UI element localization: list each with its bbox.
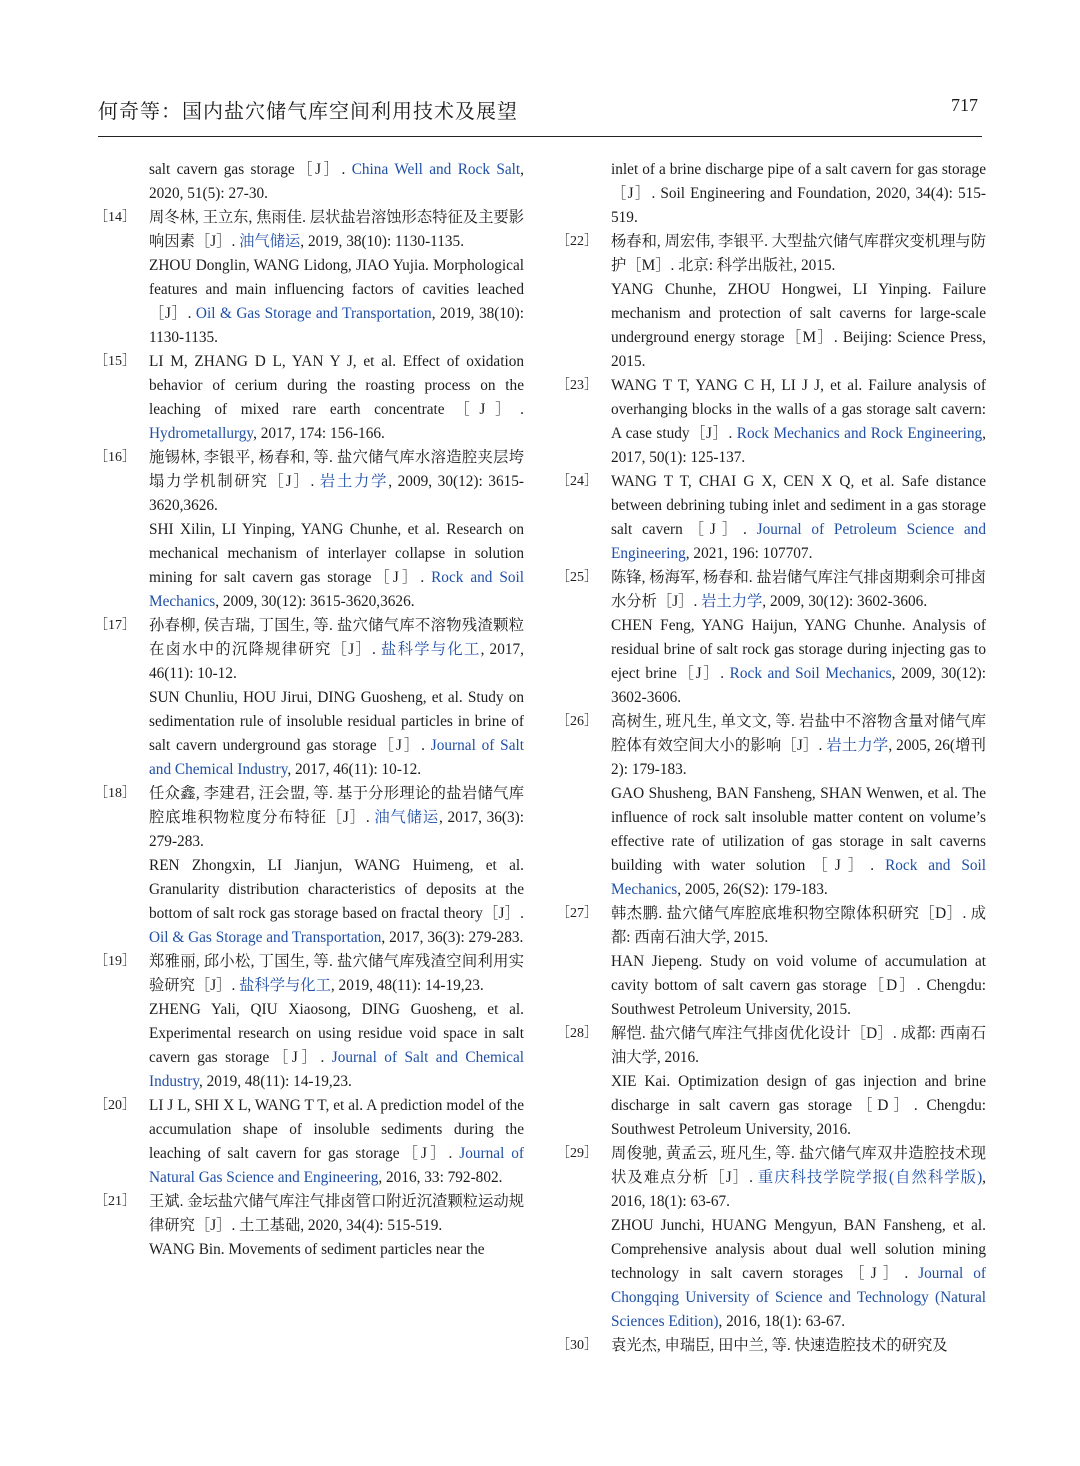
running-header (98, 93, 982, 131)
reference-part (611, 1334, 986, 1358)
citation-text: 郑雅丽, 邱小松, 丁国生, 等. 盐穴储气库残渣空间利用实验研究［J］. (149, 953, 524, 994)
citation-tail: , 2009, 30(12): 3602-3606. (611, 665, 986, 706)
reference-number: ［28］ (556, 1026, 598, 1041)
citation-tail: , 2019, 48(11): 14-19,23. (330, 977, 484, 994)
citation-text: 韩杰鹏. 盐穴储气库腔底堆积物空隙体积研究［D］. 成都: 西南石油大学, 2015. (611, 905, 986, 946)
citation-text: SUN Chunliu, HOU Jirui, DING Guosheng, et al. Study on sedimentation rule of insoluble residual particles in brine of salt cavern underground gas storage［J］. (149, 689, 524, 754)
reference-number: ［14］ (94, 210, 136, 225)
reference-number: ［25］ (556, 570, 598, 585)
citation-tail: , 2009, 30(12): 3602-3606. (762, 593, 928, 610)
reference-number: ［29］ (556, 1146, 598, 1161)
journal-link[interactable]: Rock Mechanics and Rock Engineering (736, 425, 983, 442)
citation-text: 王斌. 金坛盐穴储气库注气排卤管口附近沉渣颗粒运动规律研究［J］. 土工基础, 2020, 34(4): 515-519. (149, 1193, 524, 1234)
citation-text: WANG T T, YANG C H, LI J J, et al. Failure analysis of overhanging blocks in the walls of a gas storage salt cavern: A case study［J］. (611, 377, 986, 442)
citation-tail: , 2009, 30(12): 3615-3620,3626. (149, 473, 524, 514)
citation-text: YANG Chunhe, ZHOU Hongwei, LI Yinping. Failure mechanism and protection of salt caverns for large-scale underground energy storage［M］. Beijing: Science Press, 2015. (611, 281, 986, 370)
reference-body (149, 206, 524, 350)
reference-part (149, 254, 524, 350)
reference-entry (556, 1022, 986, 1142)
reference-number: ［19］ (94, 954, 136, 969)
reference-number: ［16］ (94, 450, 136, 465)
reference-part (611, 1214, 986, 1334)
citation-tail: , 2017, 174: 156-166. (253, 425, 385, 442)
header-rule (98, 136, 982, 137)
journal-link[interactable]: Journal of Petroleum Science and Engineering (611, 521, 986, 562)
reference-part (611, 902, 986, 950)
citation-text: 高树生, 班凡生, 单文文, 等. 岩盐中不溶物含量对储气库腔体有效空间大小的影响［J］. (611, 713, 986, 754)
reference-part (611, 782, 986, 902)
reference-part (149, 854, 524, 950)
journal-link[interactable]: Oil & Gas Storage and Transportation (149, 929, 382, 946)
right-column (556, 158, 986, 1358)
journal-link[interactable]: 重庆科技学院学报(自然科学版) (757, 1169, 983, 1186)
reference-body (611, 1142, 986, 1334)
reference-body (149, 950, 524, 1094)
citation-tail: , 2009, 30(12): 3615-3620,3626. (215, 593, 415, 610)
citation-tail: , 2005, 26(增刊2): 179-183. (611, 737, 986, 778)
reference-entry (556, 710, 986, 902)
reference-part (149, 782, 524, 854)
reference-part (149, 686, 524, 782)
reference-number: ［27］ (556, 906, 598, 921)
reference-entry (94, 782, 524, 950)
running-title: 何奇等：国内盐穴储气库空间利用技术及展望 (98, 101, 518, 123)
citation-tail: , 2019, 48(11): 14-19,23. (199, 1073, 352, 1090)
citation-text: ZHOU Junchi, HUANG Mengyun, BAN Fansheng, et al. Comprehensive analysis about dual well solution mining technology in salt cavern storages［J］. (611, 1217, 986, 1282)
citation-text: LI J L, SHI X L, WANG T T, et al. A prediction model of the accumulation shape of insoluble sediments during the leaching of salt cavern for gas storage［J］. (149, 1097, 524, 1162)
citation-tail: , 2020, 51(5): 27-30. (149, 161, 524, 202)
citation-text: 任众鑫, 李建君, 汪会盟, 等. 基于分形理论的盐岩储气库腔底堆积物粒度分布特征［J］. (149, 785, 524, 826)
reference-entry (94, 1190, 524, 1262)
reference-continuation (94, 158, 524, 206)
citation-tail: , 2017, 36(3): 279-283. (381, 929, 524, 946)
reference-part (611, 1022, 986, 1070)
reference-part (149, 518, 524, 614)
reference-body (149, 614, 524, 782)
citation-text: 杨春和, 周宏伟, 李银平. 大型盐穴储气库群灾变机理与防护［M］. 北京: 科学出版社, 2015. (611, 233, 986, 274)
reference-body (611, 902, 986, 1022)
reference-body (149, 782, 524, 950)
journal-link[interactable]: Rock and Soil Mechanics (611, 857, 986, 898)
citation-text: 解恺. 盐穴储气库注气排卤优化设计［D］. 成都: 西南石油大学, 2016. (611, 1025, 986, 1066)
reference-part (611, 1142, 986, 1214)
reference-continuation (556, 158, 986, 230)
citation-tail: , 2019, 38(10): 1130-1135. (149, 305, 524, 346)
journal-link[interactable]: Journal of Chongqing University of Science and Technology (Natural Sciences Edition) (611, 1265, 986, 1330)
page-number: 717 (951, 95, 978, 115)
citation-text: WANG Bin. Movements of sediment particles near the (149, 1241, 485, 1258)
reference-number: ［22］ (556, 234, 598, 249)
reference-part (149, 1190, 524, 1238)
reference-part (149, 998, 524, 1094)
citation-tail: , 2021, 196: 107707. (685, 545, 813, 562)
reference-entry (94, 350, 524, 446)
reference-entry (556, 902, 986, 1022)
citation-text: LI M, ZHANG D L, YAN Y J, et al. Effect of oxidation behavior of cerium during the roasting process on the leaching of mixed rare earth concentrate［J］. (149, 353, 524, 418)
reference-part (611, 374, 986, 470)
reference-entry (556, 230, 986, 374)
reference-part (611, 566, 986, 614)
reference-part (149, 1094, 524, 1190)
reference-part (611, 1070, 986, 1142)
citation-text: 周冬林, 王立东, 焦雨佳. 层状盐岩溶蚀形态特征及主要影响因素［J］. (149, 209, 524, 250)
citation-text: GAO Shusheng, BAN Fansheng, SHAN Wenwen, et al. The influence of rock salt insoluble matter content on volume’s effective rate of utilization of gas storage in salt caverns building with water solution［J］. (611, 785, 986, 874)
citation-text: salt cavern gas storage［J］. (149, 161, 352, 178)
citation-text: HAN Jiepeng. Study on void volume of accumulation at cavity bottom of salt cavern gas storage［D］. Chengdu: Southwest Petroleum University, 2015. (611, 953, 986, 1018)
journal-link[interactable]: Oil & Gas Storage and Transportation (195, 305, 432, 322)
reference-entry (94, 950, 524, 1094)
reference-number: ［17］ (94, 618, 136, 633)
reference-entry (556, 566, 986, 710)
citation-text: XIE Kai. Optimization design of gas injection and brine discharge in salt cavern gas storage［D］. Chengdu: Southwest Petroleum University, 2016. (611, 1073, 986, 1138)
reference-part (149, 614, 524, 686)
reference-body (611, 566, 986, 710)
citation-text: 袁光杰, 申瑞臣, 田中兰, 等. 快速造腔技术的研究及 (611, 1337, 948, 1354)
reference-number: ［20］ (94, 1098, 136, 1113)
reference-part (611, 614, 986, 710)
journal-link[interactable]: Journal of Salt and Chemical Industry (149, 737, 524, 778)
citation-text: 施锡林, 李银平, 杨春和, 等. 盐穴储气库水溶造腔夹层垮塌力学机制研究［J］. (149, 449, 524, 490)
citation-tail: , 2017, 46(11): 10-12. (287, 761, 422, 778)
reference-part (149, 206, 524, 254)
citation-tail: , 2017, 36(3): 279-283. (149, 809, 524, 850)
reference-part (149, 950, 524, 998)
reference-body (611, 470, 986, 566)
reference-part (611, 278, 986, 374)
reference-body (149, 446, 524, 614)
citation-tail: , 2019, 38(10): 1130-1135. (300, 233, 465, 250)
reference-entry (94, 1094, 524, 1190)
reference-entry (94, 614, 524, 782)
citation-text: SHI Xilin, LI Yinping, YANG Chunhe, et al. Research on mechanical mechanism of interlayer collapse in solution mining for salt cavern gas storage［J］. (149, 521, 524, 586)
citation-text: ZHOU Donglin, WANG Lidong, JIAO Yujia. Morphological features and main influencing factors of cavities leached［J］. (149, 257, 524, 322)
journal-link[interactable]: 岩土力学 (826, 737, 889, 754)
citation-text: inlet of a brine discharge pipe of a salt cavern for gas storage［J］. Soil Engineering and Foundation, 2020, 34(4): 515-519. (611, 161, 986, 226)
reference-body (611, 374, 986, 470)
citation-text: 陈锋, 杨海军, 杨春和. 盐岩储气库注气排卤期剩余可排卤水分析［J］. (611, 569, 986, 610)
journal-link[interactable]: Journal of Natural Gas Science and Engineering (149, 1145, 524, 1186)
reference-part (611, 710, 986, 782)
reference-entry (94, 446, 524, 614)
reference-entry (556, 374, 986, 470)
reference-body (149, 1190, 524, 1262)
reference-number: ［24］ (556, 474, 598, 489)
citation-tail: , 2016, 33: 792-802. (378, 1169, 503, 1186)
journal-link[interactable]: 油气储运 (374, 809, 439, 826)
citation-text: 孙春柳, 侯吉瑞, 丁国生, 等. 盐穴储气库不溶物残渣颗粒在卤水中的沉降规律研究［J］. (149, 617, 524, 658)
citation-tail: , 2017, 46(11): 10-12. (149, 641, 524, 682)
journal-link[interactable]: 盐科学与化工 (381, 641, 481, 658)
citation-tail: , 2017, 50(1): 125-137. (611, 425, 986, 466)
journal-link[interactable]: Hydrometallurgy (149, 425, 254, 442)
reference-body (611, 1022, 986, 1142)
reference-part (149, 350, 524, 446)
reference-number: ［26］ (556, 714, 598, 729)
reference-body (149, 350, 524, 446)
journal-link[interactable]: 岩土力学 (701, 593, 763, 610)
journal-link[interactable]: Rock and Soil Mechanics (149, 569, 524, 610)
left-column (94, 158, 524, 1262)
reference-body (611, 230, 986, 374)
citation-text: ZHENG Yali, QIU Xiaosong, DING Guosheng, et al. Experimental research on using residue void space in salt cavern gas storage［J］. (149, 1001, 524, 1066)
citation-text: CHEN Feng, YANG Haijun, YANG Chunhe. Analysis of residual brine of salt rock gas storage during injecting gas to eject brine［J］. (611, 617, 986, 682)
reference-entry (556, 470, 986, 566)
journal-link[interactable]: China Well and Rock Salt (351, 161, 521, 178)
citation-text: REN Zhongxin, LI Jianjun, WANG Huimeng, et al. Granularity distribution characteristics of deposits at the bottom of salt rock gas storage based on fractal theory［J］. (149, 857, 524, 922)
reference-body (149, 1094, 524, 1190)
reference-part (611, 950, 986, 1022)
journal-link[interactable]: Journal of Salt and Chemical Industry (149, 1049, 524, 1090)
citation-tail: , 2005, 26(S2): 179-183. (677, 881, 828, 898)
reference-body (611, 710, 986, 902)
reference-body (611, 1334, 986, 1358)
journal-link[interactable]: 岩土力学 (319, 473, 389, 490)
reference-part (611, 470, 986, 566)
reference-number: ［15］ (94, 354, 136, 369)
reference-part (611, 230, 986, 278)
reference-part (149, 446, 524, 518)
journal-link[interactable]: Rock and Soil Mechanics (729, 665, 892, 682)
citation-text: WANG T T, CHAI G X, CEN X Q, et al. Safe distance between debrining tubing inlet and sediment in a gas storage salt cavern［J］. (611, 473, 986, 538)
reference-number: ［23］ (556, 378, 598, 393)
reference-entry (556, 1334, 986, 1358)
reference-entry (94, 206, 524, 350)
reference-number: ［18］ (94, 786, 136, 801)
citation-text: 周俊驰, 黄孟云, 班凡生, 等. 盐穴储气库双井造腔技术现状及难点分析［J］. (611, 1145, 986, 1186)
reference-number: ［21］ (94, 1194, 136, 1209)
journal-link[interactable]: 油气储运 (239, 233, 301, 250)
reference-part (149, 1238, 524, 1262)
reference-entry (556, 1142, 986, 1334)
citation-tail: , 2016, 18(1): 63-67. (611, 1169, 986, 1210)
journal-link[interactable]: 盐科学与化工 (239, 977, 331, 994)
reference-number: ［30］ (556, 1338, 598, 1353)
citation-tail: , 2016, 18(1): 63-67. (718, 1313, 846, 1330)
